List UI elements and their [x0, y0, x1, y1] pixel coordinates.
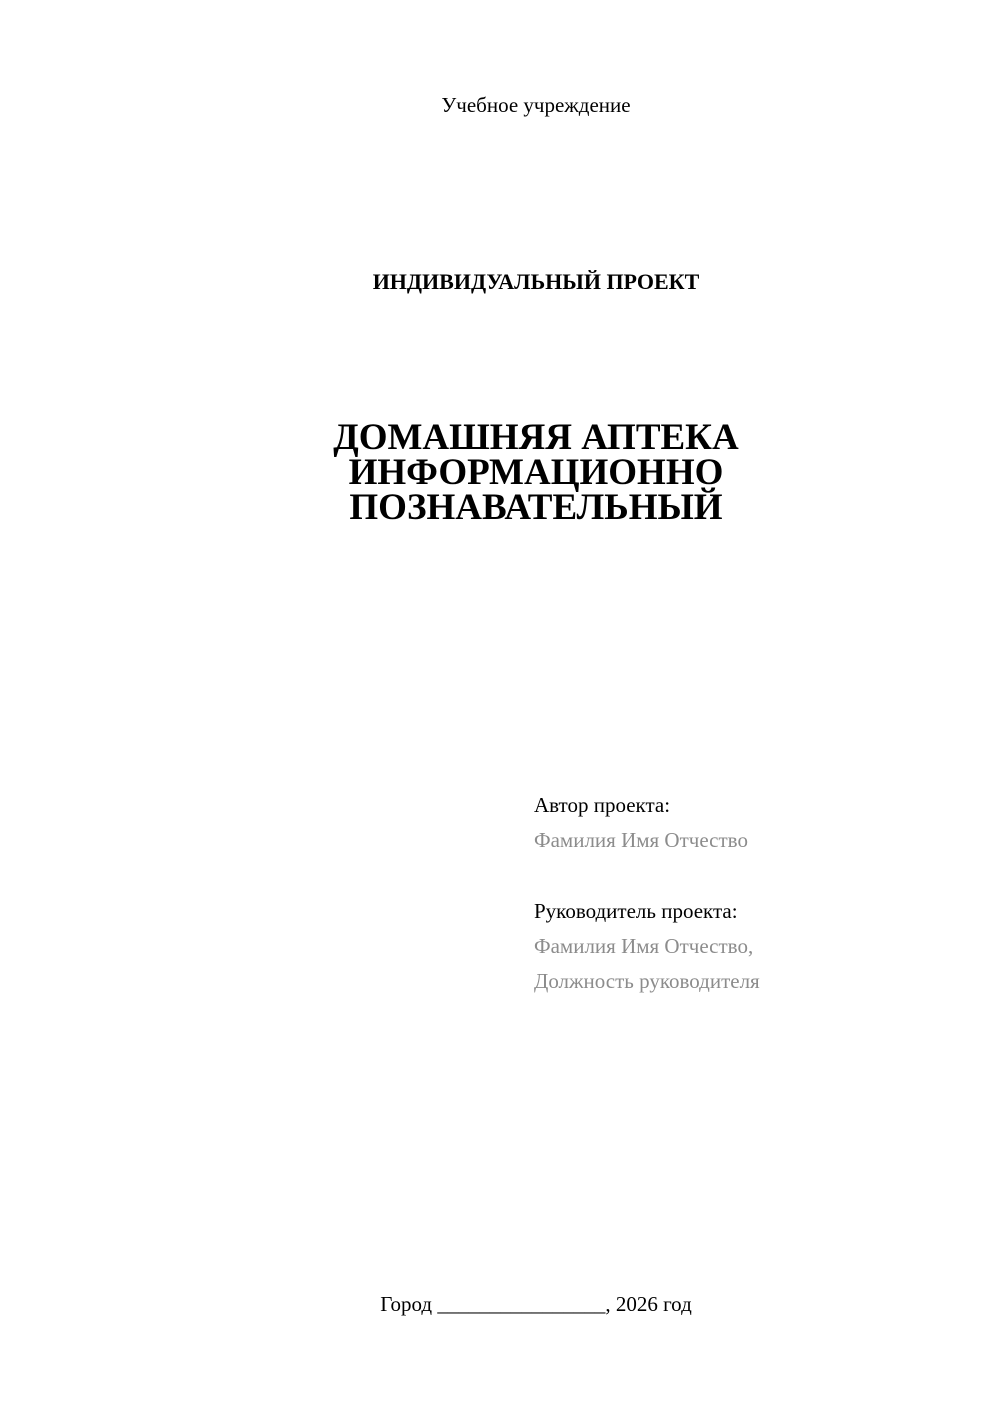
supervisor-name: Фамилия Имя Отчество, — [534, 934, 754, 958]
project-title-line-1: ДОМАШНЯЯ АПТЕКА — [333, 417, 739, 458]
project-type-heading: ИНДИВИДУАЛЬНЫЙ ПРОЕКТ — [372, 269, 700, 294]
city-year-line: Город ________________, 2026 год — [380, 1292, 692, 1316]
author-label: Автор проекта: — [534, 793, 671, 817]
supervisor-label: Руководитель проекта: — [534, 899, 738, 923]
author-name: Фамилия Имя Отчество — [534, 828, 748, 852]
project-title-line-3: ПОЗНАВАТЕЛЬНЫЙ — [349, 487, 723, 528]
credits-spacer — [534, 858, 974, 894]
project-title-line-2: ИНФОРМАЦИОННО — [348, 452, 724, 493]
project-credits — [534, 788, 974, 999]
supervisor-position: Должность руководителя — [534, 969, 760, 993]
project-title — [0, 417, 1000, 528]
institution-name: Учебное учреждение — [441, 93, 631, 117]
